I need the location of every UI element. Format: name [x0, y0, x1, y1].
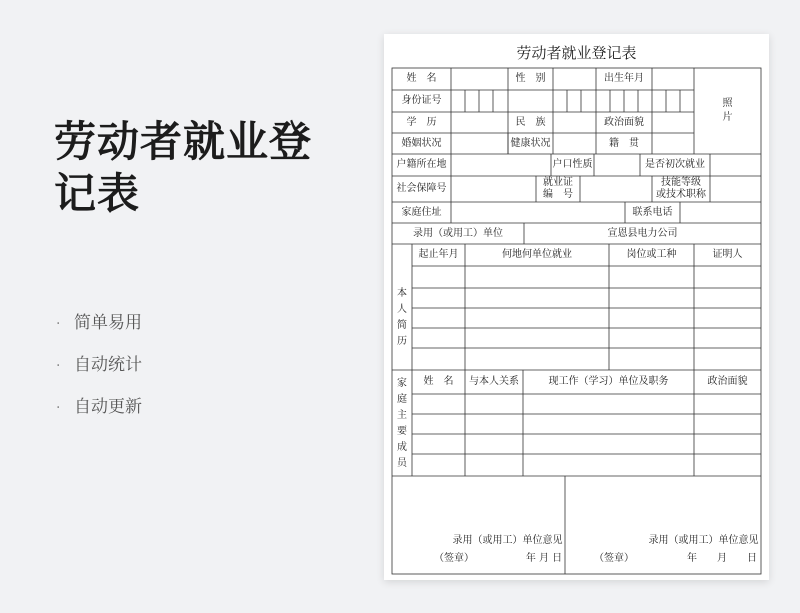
label-hukou-type: 户口性质: [552, 159, 593, 170]
date-left: 年 月 日: [525, 553, 563, 564]
employer-value: 宣恩县电力公司: [607, 227, 678, 239]
opinion-right-label: 录用（或用工）单位意见: [648, 535, 759, 546]
bullet-dot: ·: [56, 358, 61, 374]
bullet-dot: ·: [56, 316, 61, 332]
family-side-label: 家庭主要成员: [397, 378, 407, 469]
sign-right: （签章）: [594, 553, 634, 564]
label-ethnicity: 民 族: [515, 116, 546, 128]
photo-box: 照 片: [722, 98, 733, 123]
label-health: 健康状况: [510, 137, 551, 149]
opinion-left-label: 录用（或用工）单位意见: [452, 535, 563, 546]
resume-col-position: 岗位或工种: [626, 249, 677, 260]
feature-list: [56, 308, 142, 434]
feature-item: [56, 392, 142, 434]
label-employer: 录用（或用工）单位: [413, 227, 503, 239]
registration-form-sheet: [384, 34, 769, 580]
feature-label: 自动统计: [74, 355, 142, 375]
resume-col-witness: 证明人: [712, 249, 743, 260]
family-col-political: 政治面貌: [707, 376, 748, 387]
bullet-dot: ·: [56, 400, 61, 416]
label-idcard: 身份证号: [401, 95, 442, 106]
feature-item: [56, 308, 142, 350]
form-title: 劳动者就业登记表: [516, 44, 637, 62]
label-political: 政治面貌: [604, 116, 644, 128]
label-birth: 出生年月: [604, 73, 644, 84]
feature-label: 自动更新: [74, 397, 142, 417]
label-social-security: 社会保障号: [396, 183, 447, 194]
label-name: 姓 名: [406, 73, 437, 84]
feature-label: 简单易用: [74, 313, 142, 333]
resume-col-period: 起止年月: [418, 249, 459, 260]
family-col-name: 姓 名: [423, 376, 454, 387]
headline: 劳动者就业登记表: [54, 117, 313, 218]
form-fields: [384, 34, 769, 580]
family-col-relation: 与本人关系: [469, 376, 519, 387]
label-employment-card: 就业证 编 号: [543, 177, 573, 200]
label-skill-level: 技能等级 或技术职称: [656, 177, 706, 200]
sign-left: （签章）: [434, 553, 474, 564]
label-native: 籍 贯: [609, 137, 639, 149]
label-address: 家庭住址: [401, 206, 442, 218]
family-col-workplace: 现工作（学习）单位及职务: [548, 376, 669, 387]
label-phone: 联系电话: [632, 206, 673, 218]
label-first-job: 是否初次就业: [645, 159, 705, 170]
resume-col-workplace: 何地何单位就业: [502, 249, 572, 260]
resume-side-label: 本人简历: [397, 288, 407, 347]
feature-item: [56, 350, 142, 392]
label-education: 学 历: [406, 116, 437, 128]
label-hukou-location: 户籍所在地: [396, 159, 447, 170]
label-marital: 婚姻状况: [401, 137, 442, 149]
date-right: 年 月 日: [687, 553, 757, 564]
label-gender: 性 别: [515, 73, 546, 84]
